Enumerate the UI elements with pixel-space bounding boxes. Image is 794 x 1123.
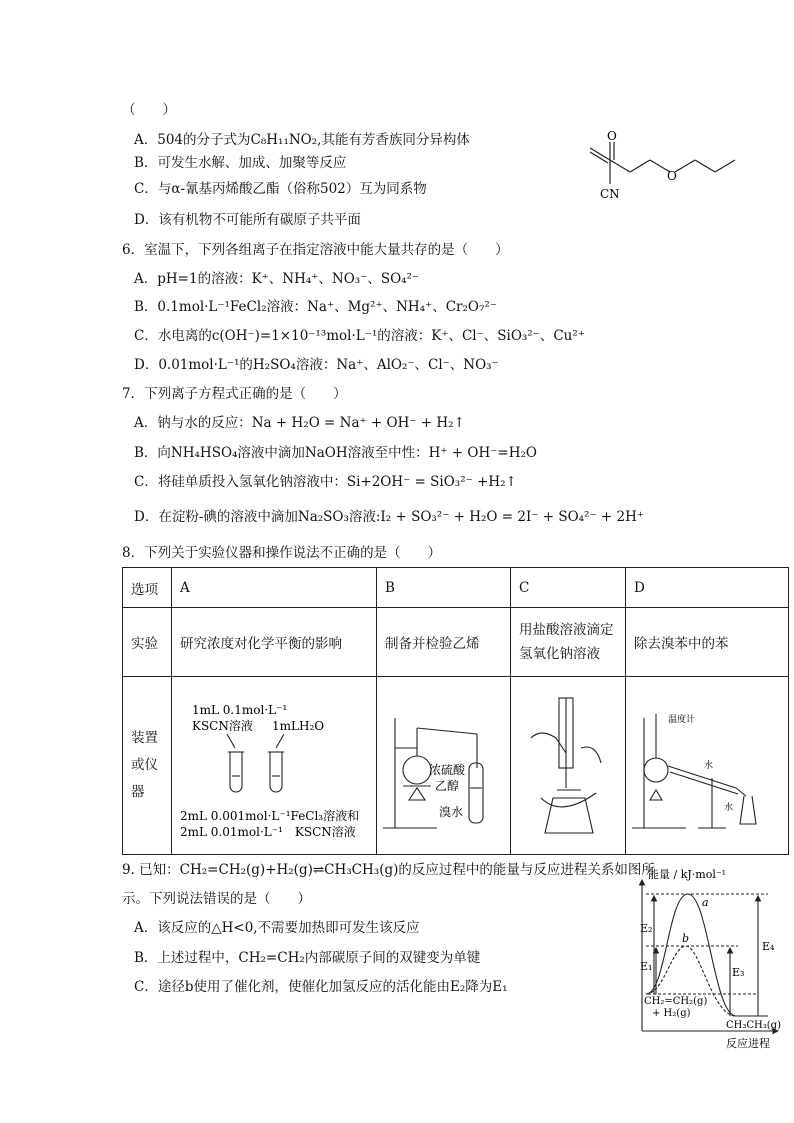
header-option: 选项 [123,568,172,608]
q6-option-d: D．0.01mol·L⁻¹的H₂SO₄溶液：Na⁺、AlO₂⁻、Cl⁻、NO₃⁻ [134,357,499,373]
q9-stem-line2: 示。下列说法错误的是（ ） [122,891,311,907]
exp-a: 研究浓度对化学平衡的影响 [172,608,377,677]
svg-text:E₃: E₃ [732,966,745,979]
row-experiment-label: 实验 [123,608,172,677]
q8-experiment-table [122,567,789,855]
svg-text:E₄: E₄ [762,940,775,953]
q7-option-d: D．在淀粉-碘的溶液中滴加Na₂SO₃溶液:I₂ + SO₃²⁻ + H₂O = 2I⁻ + SO₄²⁻ + 2H⁺ [134,509,644,525]
cn-label: CN [600,187,620,201]
svg-text:浓硫酸: 浓硫酸 [429,762,466,777]
svg-text:a: a [702,896,709,909]
q8-stem: 8．下列关于实验仪器和操作说法不正确的是（ ） [122,545,442,561]
svg-text:2mL 0.001mol·L⁻¹FeCl₃溶液和: 2mL 0.001mol·L⁻¹FeCl₃溶液和 [180,808,360,823]
exp-c: 用盐酸溶液滴定 氢氧化钠溶液 [511,608,626,677]
q7-option-a: A．钠与水的反应：Na + H₂O = Na⁺ + OH⁻ + H₂↑ [134,415,465,431]
device-d [626,677,789,855]
energy-profile-diagram [628,866,788,1051]
q6-stem: 6．室温下，下列各组离子在指定溶液中能大量共存的是（ ） [122,242,509,258]
q5-answer-paren: （ ） [122,102,176,118]
exp-b: 制备并检验乙烯 [377,608,511,677]
carbonyl-o-label: O [607,130,617,143]
svg-text:b: b [682,932,690,945]
svg-text:水: 水 [724,802,734,813]
svg-text:E₂: E₂ [640,922,653,935]
q7-stem: 7．下列离子方程式正确的是（ ） [122,386,347,402]
device-b [377,677,511,855]
q9-option-b: B．上述过程中，CH₂=CH₂内部碳原子间的双键变为单键 [134,950,481,966]
q6-option-b: B．0.1mol·L⁻¹FeCl₂溶液：Na⁺、Mg²⁺、NH₄⁺、Cr₂O₇²⁻ [134,299,497,315]
header-a: A [172,568,377,608]
energy-y-label: 能量 / kJ·mol⁻¹ [648,868,727,881]
svg-text:+ H₂(g): + H₂(g) [652,1008,691,1019]
svg-text:溴水: 溴水 [439,804,464,819]
svg-text:CH₃CH₃(g): CH₃CH₃(g) [726,1020,781,1031]
svg-text:乙醇: 乙醇 [435,778,460,793]
q6-option-a: A．pH=1的溶液：K⁺、NH₄⁺、NO₃⁻、SO₄²⁻ [134,271,420,287]
q7-option-c: C．将硅单质投入氢氧化钠溶液中：Si+2OH⁻ = SiO₃²⁻ +H₂↑ [134,474,517,490]
exp-d: 除去溴苯中的苯 [626,608,789,677]
header-c: C [511,568,626,608]
q5-option-b: B．可发生水解、加成、加聚等反应 [134,155,347,171]
energy-x-label: 反应进程 [726,1037,770,1050]
svg-text:1mLH₂O: 1mLH₂O [272,718,325,733]
q9-option-a: A．该反应的△H<0,不需要加热即可发生该反应 [134,920,420,936]
svg-text:2mL 0.01mol·L⁻¹ KSCN溶液: 2mL 0.01mol·L⁻¹ KSCN溶液 [180,824,356,839]
q5-option-d: D．该有机物不可能所有碳原子共平面 [134,212,361,228]
ester-o-label: O [667,169,677,183]
q5-option-c: C．与α-氰基丙烯酸乙酯（俗称502）互为同系物 [134,181,427,197]
svg-text:1mL 0.1mol·L⁻¹: 1mL 0.1mol·L⁻¹ [192,702,288,717]
svg-text:KSCN溶液: KSCN溶液 [192,718,253,733]
q7-option-b: B．向NH₄HSO₄溶液中滴加NaOH溶液至中性：H⁺ + OH⁻=H₂O [134,445,537,461]
q6-option-c: C．水电离的c(OH⁻)=1×10⁻¹³mol·L⁻¹的溶液：K⁺、Cl⁻、SiO₃²⁻、Cu²⁺ [134,328,585,344]
row-device-label: 装置 或仪 器 [123,677,172,855]
q5-option-a: A．504的分子式为C₈H₁₁NO₂,其能有芳香族同分异构体 [134,132,470,148]
header-d: D [626,568,789,608]
svg-text:E₁: E₁ [640,960,653,973]
header-b: B [377,568,511,608]
device-a [172,677,377,855]
q9-option-c: C．途径b使用了催化剂，使催化加氢反应的活化能由E₂降为E₁ [134,979,508,995]
butyl-cyanoacrylate-structure [570,130,770,220]
svg-text:温度计: 温度计 [668,714,696,725]
svg-text:CH₂=CH₂(g): CH₂=CH₂(g) [644,996,708,1007]
q9-stem-line1: 9. 已知：CH₂=CH₂(g)+H₂(g)⇌CH₃CH₃(g)的反应过程中的能量与反应进程关系如图所 [122,862,655,878]
svg-text:水: 水 [704,760,714,771]
device-c [511,677,626,855]
